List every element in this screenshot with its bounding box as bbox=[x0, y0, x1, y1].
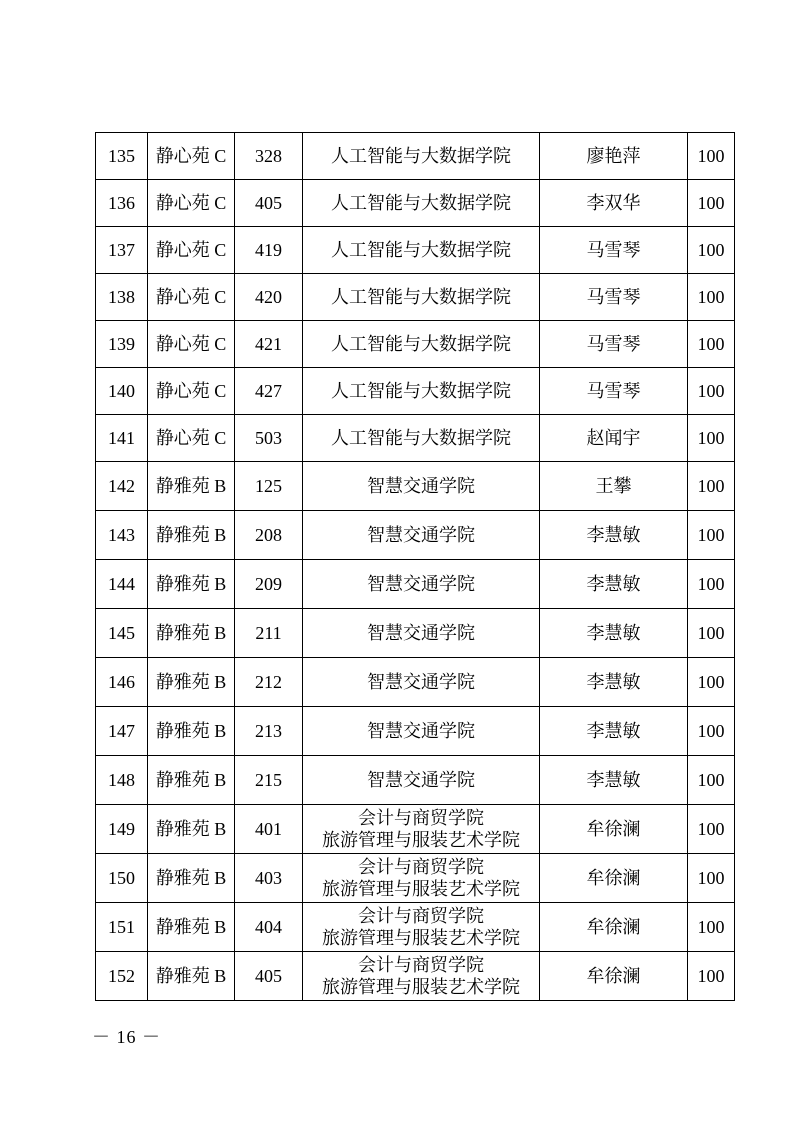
college-name: 智慧交通学院 bbox=[367, 525, 475, 545]
row-number-cell: 144 bbox=[96, 560, 148, 609]
score-cell: 100 bbox=[688, 952, 735, 1001]
person-cell: 牟徐澜 bbox=[540, 952, 688, 1001]
college-cell bbox=[303, 415, 540, 462]
dormitory-score-table bbox=[95, 132, 735, 1001]
college-cell bbox=[303, 133, 540, 180]
college-cell bbox=[303, 227, 540, 274]
table-row bbox=[96, 756, 735, 805]
building-cell: 静心苑 C bbox=[148, 321, 235, 368]
room-cell: 215 bbox=[235, 756, 303, 805]
college-name: 智慧交通学院 bbox=[367, 623, 475, 643]
building-cell: 静雅苑 B bbox=[148, 903, 235, 952]
college-cell bbox=[303, 321, 540, 368]
college-name: 人工智能与大数据学院 bbox=[331, 287, 511, 307]
college-cell bbox=[303, 180, 540, 227]
college-cell bbox=[303, 952, 540, 1001]
room-cell: 404 bbox=[235, 903, 303, 952]
score-cell: 100 bbox=[688, 227, 735, 274]
score-cell: 100 bbox=[688, 368, 735, 415]
row-number-cell: 141 bbox=[96, 415, 148, 462]
college-cell bbox=[303, 805, 540, 854]
college-cell bbox=[303, 368, 540, 415]
room-cell: 405 bbox=[235, 952, 303, 1001]
score-cell: 100 bbox=[688, 462, 735, 511]
score-cell: 100 bbox=[688, 274, 735, 321]
college-name: 会计与商贸学院 bbox=[358, 906, 484, 926]
room-cell: 419 bbox=[235, 227, 303, 274]
table-row bbox=[96, 462, 735, 511]
building-cell: 静心苑 C bbox=[148, 368, 235, 415]
person-cell: 李慧敏 bbox=[540, 560, 688, 609]
building-cell: 静雅苑 B bbox=[148, 609, 235, 658]
room-cell: 328 bbox=[235, 133, 303, 180]
room-cell: 503 bbox=[235, 415, 303, 462]
score-cell: 100 bbox=[688, 756, 735, 805]
score-cell: 100 bbox=[688, 560, 735, 609]
college-name: 智慧交通学院 bbox=[367, 574, 475, 594]
room-cell: 405 bbox=[235, 180, 303, 227]
college-cell bbox=[303, 658, 540, 707]
person-cell: 马雪琴 bbox=[540, 227, 688, 274]
room-cell: 212 bbox=[235, 658, 303, 707]
table-row bbox=[96, 368, 735, 415]
score-cell: 100 bbox=[688, 805, 735, 854]
table-row bbox=[96, 133, 735, 180]
person-cell: 李慧敏 bbox=[540, 707, 688, 756]
room-cell: 209 bbox=[235, 560, 303, 609]
page-number: － 16 － bbox=[92, 1027, 161, 1047]
score-cell: 100 bbox=[688, 609, 735, 658]
row-number-cell: 139 bbox=[96, 321, 148, 368]
person-cell: 廖艳萍 bbox=[540, 133, 688, 180]
table-row bbox=[96, 805, 735, 854]
room-cell: 401 bbox=[235, 805, 303, 854]
person-cell: 李双华 bbox=[540, 180, 688, 227]
score-cell: 100 bbox=[688, 133, 735, 180]
table-row bbox=[96, 658, 735, 707]
person-cell: 王攀 bbox=[540, 462, 688, 511]
score-cell: 100 bbox=[688, 415, 735, 462]
table-row bbox=[96, 511, 735, 560]
college-name: 会计与商贸学院 bbox=[358, 955, 484, 975]
college-name: 智慧交通学院 bbox=[367, 721, 475, 741]
person-cell: 牟徐澜 bbox=[540, 903, 688, 952]
table-row bbox=[96, 952, 735, 1001]
room-cell: 403 bbox=[235, 854, 303, 903]
college-name: 旅游管理与服装艺术学院 bbox=[322, 830, 520, 850]
building-cell: 静雅苑 B bbox=[148, 756, 235, 805]
person-cell: 马雪琴 bbox=[540, 274, 688, 321]
table-row bbox=[96, 854, 735, 903]
row-number-cell: 137 bbox=[96, 227, 148, 274]
building-cell: 静雅苑 B bbox=[148, 658, 235, 707]
person-cell: 牟徐澜 bbox=[540, 805, 688, 854]
table-row bbox=[96, 903, 735, 952]
row-number-cell: 151 bbox=[96, 903, 148, 952]
room-cell: 208 bbox=[235, 511, 303, 560]
college-cell bbox=[303, 560, 540, 609]
person-cell: 赵闻宇 bbox=[540, 415, 688, 462]
person-cell: 李慧敏 bbox=[540, 609, 688, 658]
college-name: 智慧交通学院 bbox=[367, 770, 475, 790]
college-cell bbox=[303, 903, 540, 952]
row-number-cell: 135 bbox=[96, 133, 148, 180]
college-name: 人工智能与大数据学院 bbox=[331, 240, 511, 260]
college-cell bbox=[303, 756, 540, 805]
row-number-cell: 148 bbox=[96, 756, 148, 805]
score-cell: 100 bbox=[688, 511, 735, 560]
score-cell: 100 bbox=[688, 180, 735, 227]
building-cell: 静雅苑 B bbox=[148, 462, 235, 511]
score-cell: 100 bbox=[688, 658, 735, 707]
person-cell: 李慧敏 bbox=[540, 511, 688, 560]
college-name: 旅游管理与服装艺术学院 bbox=[322, 977, 520, 997]
room-cell: 427 bbox=[235, 368, 303, 415]
table-row bbox=[96, 707, 735, 756]
score-cell: 100 bbox=[688, 854, 735, 903]
college-name: 智慧交通学院 bbox=[367, 476, 475, 496]
row-number-cell: 142 bbox=[96, 462, 148, 511]
college-name: 会计与商贸学院 bbox=[358, 808, 484, 828]
college-cell bbox=[303, 707, 540, 756]
row-number-cell: 145 bbox=[96, 609, 148, 658]
table-row bbox=[96, 227, 735, 274]
table-row bbox=[96, 560, 735, 609]
college-name: 旅游管理与服装艺术学院 bbox=[322, 928, 520, 948]
room-cell: 211 bbox=[235, 609, 303, 658]
table-row bbox=[96, 609, 735, 658]
row-number-cell: 138 bbox=[96, 274, 148, 321]
college-name: 人工智能与大数据学院 bbox=[331, 193, 511, 213]
college-cell bbox=[303, 274, 540, 321]
building-cell: 静雅苑 B bbox=[148, 707, 235, 756]
college-name: 人工智能与大数据学院 bbox=[331, 381, 511, 401]
row-number-cell: 149 bbox=[96, 805, 148, 854]
person-cell: 马雪琴 bbox=[540, 321, 688, 368]
room-cell: 421 bbox=[235, 321, 303, 368]
college-cell bbox=[303, 609, 540, 658]
score-cell: 100 bbox=[688, 707, 735, 756]
building-cell: 静心苑 C bbox=[148, 227, 235, 274]
college-cell bbox=[303, 854, 540, 903]
building-cell: 静雅苑 B bbox=[148, 805, 235, 854]
building-cell: 静心苑 C bbox=[148, 133, 235, 180]
row-number-cell: 140 bbox=[96, 368, 148, 415]
room-cell: 420 bbox=[235, 274, 303, 321]
building-cell: 静雅苑 B bbox=[148, 560, 235, 609]
row-number-cell: 146 bbox=[96, 658, 148, 707]
college-cell bbox=[303, 511, 540, 560]
row-number-cell: 150 bbox=[96, 854, 148, 903]
building-cell: 静心苑 C bbox=[148, 180, 235, 227]
score-cell: 100 bbox=[688, 321, 735, 368]
college-name: 人工智能与大数据学院 bbox=[331, 334, 511, 354]
person-cell: 李慧敏 bbox=[540, 658, 688, 707]
row-number-cell: 152 bbox=[96, 952, 148, 1001]
room-cell: 213 bbox=[235, 707, 303, 756]
row-number-cell: 147 bbox=[96, 707, 148, 756]
table-row bbox=[96, 321, 735, 368]
building-cell: 静心苑 C bbox=[148, 274, 235, 321]
row-number-cell: 143 bbox=[96, 511, 148, 560]
building-cell: 静雅苑 B bbox=[148, 511, 235, 560]
building-cell: 静心苑 C bbox=[148, 415, 235, 462]
score-cell: 100 bbox=[688, 903, 735, 952]
person-cell: 马雪琴 bbox=[540, 368, 688, 415]
table-row bbox=[96, 180, 735, 227]
college-name: 旅游管理与服装艺术学院 bbox=[322, 879, 520, 899]
person-cell: 李慧敏 bbox=[540, 756, 688, 805]
building-cell: 静雅苑 B bbox=[148, 952, 235, 1001]
college-name: 会计与商贸学院 bbox=[358, 857, 484, 877]
college-name: 人工智能与大数据学院 bbox=[331, 428, 511, 448]
room-cell: 125 bbox=[235, 462, 303, 511]
college-name: 智慧交通学院 bbox=[367, 672, 475, 692]
college-cell bbox=[303, 462, 540, 511]
table-row bbox=[96, 274, 735, 321]
building-cell: 静雅苑 B bbox=[148, 854, 235, 903]
table-row bbox=[96, 415, 735, 462]
college-name: 人工智能与大数据学院 bbox=[331, 146, 511, 166]
person-cell: 牟徐澜 bbox=[540, 854, 688, 903]
row-number-cell: 136 bbox=[96, 180, 148, 227]
